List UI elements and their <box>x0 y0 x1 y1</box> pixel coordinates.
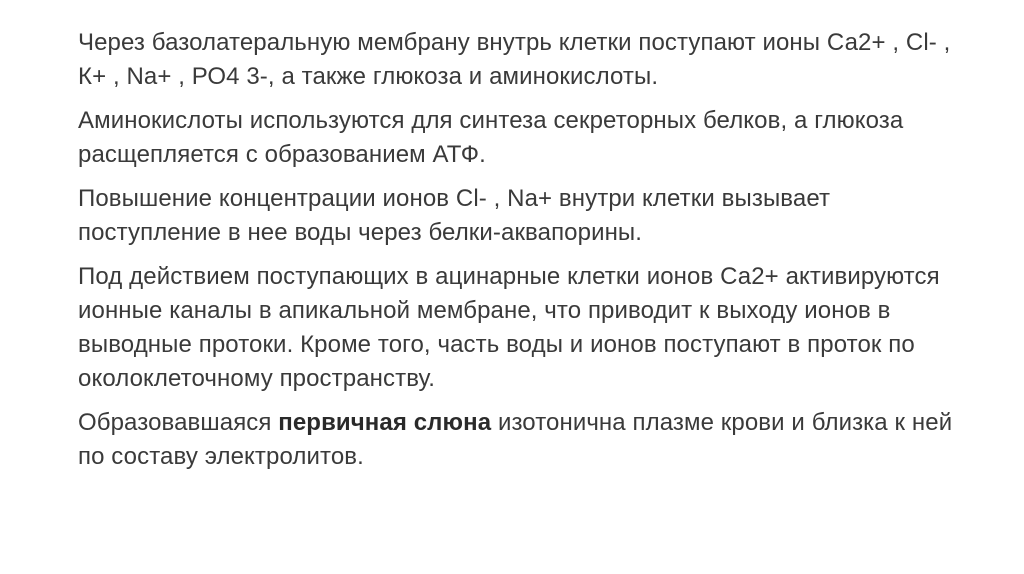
primary-saliva-text-after: изотонична плазме крови и близка к ней по составу электролитов. <box>78 409 953 470</box>
paragraph-ion-channels: Под действием поступающих в ацинарные клетки ионов Са2+ активируются ионные каналы в апикальной мембране, что приводит к выходу ионов в выводные протоки. Кроме того, часть воды и ионов поступают в проток по околоклеточному пространству. <box>78 263 940 392</box>
paragraph-aquaporins: Повышение концентрации ионов Cl- , Na+ внутри клетки вызывает поступление в нее воды через белки-аквапорины. <box>78 185 831 246</box>
primary-saliva-term: первичная слюна <box>278 409 492 436</box>
slide-body <box>78 26 958 484</box>
paragraph-amino-acids: Аминокислоты используются для синтеза секреторных белков, а глюкоза расщепляется с образованием АТФ. <box>78 107 904 168</box>
paragraph-primary-saliva <box>78 406 958 474</box>
primary-saliva-text-before: Образовавшаяся <box>78 409 279 436</box>
paragraph-ion-intake: Через базолатеральную мембрану внутрь клетки поступают ионы Са2+ , Cl- , К+ , Na+ , РО4 3-, а также глюкоза и аминокислоты. <box>78 29 951 90</box>
